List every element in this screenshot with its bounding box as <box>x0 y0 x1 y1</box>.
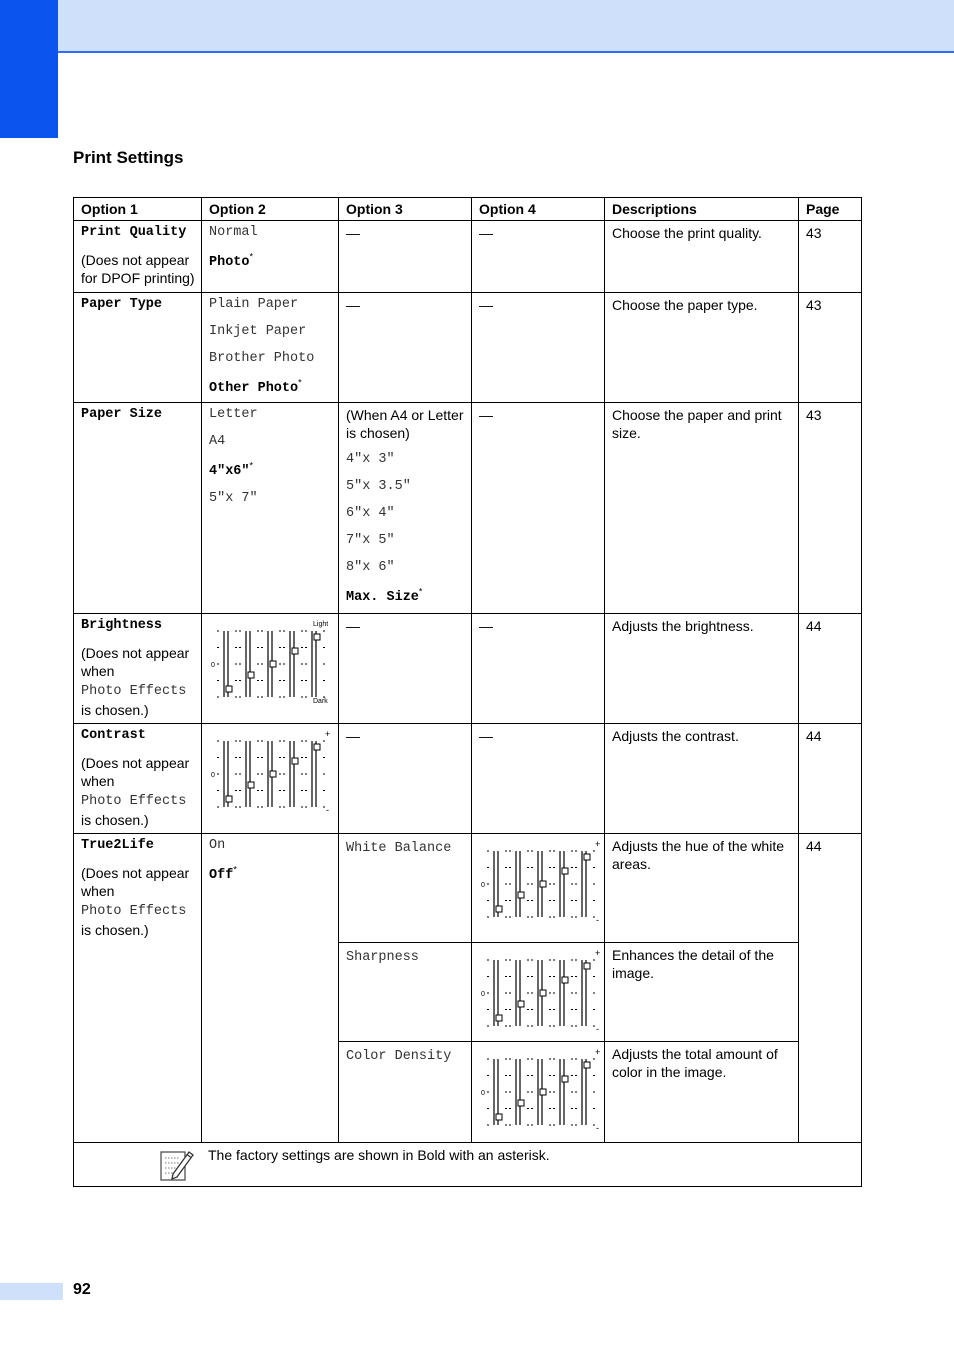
slider-top-label: + <box>595 948 601 958</box>
option-value: Brother Photo <box>209 351 315 366</box>
dash: — <box>479 728 493 744</box>
option1-cell <box>74 403 202 614</box>
setting-note: (Does not appear when Photo Effects is chosen.) <box>81 865 190 938</box>
option-value: Letter <box>209 407 258 422</box>
option4-cell <box>472 293 605 403</box>
slider-level-bar <box>575 960 595 1026</box>
note-cell <box>74 1143 862 1187</box>
contrast-slider-icon <box>209 729 332 815</box>
table-row <box>74 293 862 403</box>
option2-cell <box>202 834 339 1143</box>
page-cell: 44 <box>799 614 862 724</box>
option2-cell <box>202 221 339 293</box>
slider-bottom-label: - <box>596 1123 599 1133</box>
table-row <box>74 614 862 724</box>
option-value: A4 <box>209 434 226 449</box>
page-cell: 43 <box>799 293 862 403</box>
slider-zero-label: 0 <box>211 662 215 669</box>
setting-name: Paper Size <box>81 407 163 422</box>
option-value: Normal <box>209 225 258 240</box>
dash: — <box>346 618 360 634</box>
level-slider-graphic <box>479 839 603 925</box>
print-size: 5"x 3.5" <box>346 479 411 494</box>
level-slider-graphic <box>209 619 333 705</box>
option4-cell <box>472 221 605 293</box>
option2-cell <box>202 293 339 403</box>
option2-cell <box>202 614 339 724</box>
setting-name: Contrast <box>81 728 146 743</box>
slider-bottom-label: - <box>596 915 599 925</box>
table-row <box>74 724 862 834</box>
slider-level-bar <box>553 851 573 917</box>
header-option-2: Option 2 <box>202 198 339 221</box>
option3-cell <box>339 293 472 403</box>
header-option-4: Option 4 <box>472 198 605 221</box>
page-cell: 43 <box>799 221 862 293</box>
slider-top-label: + <box>595 1047 601 1057</box>
option1-cell <box>74 614 202 724</box>
print-size-default: Max. Size* <box>346 586 423 605</box>
slider-level-bar <box>239 631 259 697</box>
description-cell: Choose the print quality. <box>605 221 799 293</box>
description-cell: Adjusts the hue of the white areas. <box>605 834 799 943</box>
sub-setting-name: Sharpness <box>346 950 419 965</box>
print-size: 8"x 6" <box>346 560 395 575</box>
slider-level-bar <box>239 741 259 807</box>
option1-cell <box>74 834 202 1143</box>
slider-level-bar <box>261 631 281 697</box>
page-title: Print Settings <box>73 148 184 167</box>
slider-level-bar <box>531 1059 551 1125</box>
slider-level-bar <box>487 851 507 917</box>
description-cell: Adjusts the total amount of color in the image. <box>605 1042 799 1143</box>
description-cell: Enhances the detail of the image. <box>605 943 799 1042</box>
option3-intro: (When A4 or Letter is chosen) <box>346 407 464 441</box>
slider-level-bar <box>217 631 237 697</box>
level-slider-graphic <box>479 948 603 1034</box>
pencil-note-icon <box>159 1146 195 1186</box>
table-row <box>74 403 862 614</box>
option4-cell <box>472 403 605 614</box>
print-size: 4"x 3" <box>346 452 395 467</box>
page-cell: 44 <box>799 834 862 1143</box>
slider-level-bar <box>261 741 281 807</box>
slider-level-bar <box>531 960 551 1026</box>
level-slider-graphic <box>209 729 333 815</box>
dash: — <box>479 297 493 313</box>
slider-level-bar <box>305 741 325 807</box>
default-asterisk: * <box>249 460 254 471</box>
default-asterisk: * <box>418 586 423 597</box>
slider-level-bar <box>575 1059 595 1125</box>
header-descriptions: Descriptions <box>605 198 799 221</box>
description-cell: Choose the paper type. <box>605 293 799 403</box>
option4-cell <box>472 943 605 1042</box>
option-value-default: Off* <box>209 864 237 883</box>
slider-level-bar <box>509 960 529 1026</box>
dash: — <box>346 225 360 241</box>
slider-zero-label: 0 <box>481 991 485 998</box>
page-cell: 44 <box>799 724 862 834</box>
sharpness-slider-icon <box>479 948 601 1034</box>
option4-cell <box>472 614 605 724</box>
slider-level-bar <box>487 960 507 1026</box>
dash: — <box>346 297 360 313</box>
table-row <box>74 834 862 943</box>
note-text: The factory settings are shown in Bold with an asterisk. <box>208 1147 550 1163</box>
slider-level-bar <box>553 960 573 1026</box>
note-row <box>74 1143 862 1187</box>
option-value-default: 4"x6"* <box>209 460 254 479</box>
option4-cell <box>472 1042 605 1143</box>
dash: — <box>479 225 493 241</box>
slider-zero-label: 0 <box>481 1090 485 1097</box>
option3-cell <box>339 834 472 943</box>
option3-cell <box>339 724 472 834</box>
color-density-slider-icon <box>479 1047 601 1133</box>
header-band <box>58 0 954 53</box>
default-asterisk: * <box>298 377 302 388</box>
option2-cell <box>202 724 339 834</box>
description-cell: Adjusts the contrast. <box>605 724 799 834</box>
slider-level-bar <box>305 631 325 697</box>
description-cell: Adjusts the brightness. <box>605 614 799 724</box>
slider-level-bar <box>217 741 237 807</box>
option-value: 5"x 7" <box>209 491 258 506</box>
option4-cell <box>472 834 605 943</box>
option-value: Inkjet Paper <box>209 324 307 339</box>
slider-level-bar <box>509 851 529 917</box>
setting-name: Print Quality <box>81 225 187 240</box>
slider-level-bar <box>531 851 551 917</box>
option-value: On <box>209 838 226 853</box>
slider-level-bar <box>553 1059 573 1125</box>
setting-name: True2Life <box>81 838 154 853</box>
slider-level-bar <box>487 1059 507 1125</box>
default-asterisk: * <box>249 251 254 262</box>
settings-table <box>73 197 862 1187</box>
option1-cell <box>74 293 202 403</box>
option-value-default: Photo* <box>209 251 254 270</box>
option4-cell <box>472 724 605 834</box>
white-balance-slider-icon <box>479 839 601 925</box>
option2-cell <box>202 403 339 614</box>
option1-cell <box>74 221 202 293</box>
print-size: 7"x 5" <box>346 533 395 548</box>
slider-zero-label: 0 <box>481 882 485 889</box>
sub-setting-name: White Balance <box>346 841 452 856</box>
slider-top-label: Light <box>313 621 329 628</box>
slider-bottom-label: Dark <box>313 698 328 705</box>
setting-name: Brightness <box>81 618 163 633</box>
slider-level-bar <box>283 631 303 697</box>
dash: — <box>479 407 493 423</box>
setting-note: (Does not appear when Photo Effects is chosen.) <box>81 755 190 828</box>
slider-top-label: + <box>595 839 601 849</box>
default-asterisk: * <box>233 864 237 875</box>
option3-cell <box>339 614 472 724</box>
header-option-3: Option 3 <box>339 198 472 221</box>
description-cell: Choose the paper and print size. <box>605 403 799 614</box>
slider-level-bar <box>575 851 595 917</box>
setting-name: Paper Type <box>81 297 163 312</box>
option-value: Plain Paper <box>209 297 299 312</box>
page-number: 92 <box>73 1281 91 1298</box>
slider-top-label: + <box>325 729 331 739</box>
dash: — <box>479 618 493 634</box>
option-value-default: Other Photo* <box>209 377 302 396</box>
brightness-slider-icon <box>209 619 332 705</box>
header-option-1: Option 1 <box>74 198 202 221</box>
chapter-tab <box>0 0 58 138</box>
dash: — <box>346 728 360 744</box>
page-cell: 43 <box>799 403 862 614</box>
slider-bottom-label: - <box>326 805 329 815</box>
slider-zero-label: 0 <box>211 772 215 779</box>
option3-cell <box>339 1042 472 1143</box>
level-slider-graphic <box>479 1047 603 1133</box>
slider-level-bar <box>509 1059 529 1125</box>
table-header-row <box>74 198 862 221</box>
header-page: Page <box>799 198 862 221</box>
option3-cell <box>339 943 472 1042</box>
slider-bottom-label: - <box>596 1024 599 1034</box>
setting-note: (Does not appear when Photo Effects is chosen.) <box>81 645 190 718</box>
setting-note: (Does not appear for DPOF printing) <box>81 252 195 286</box>
slider-level-bar <box>283 741 303 807</box>
table-row <box>74 221 862 293</box>
footer-band <box>0 1283 63 1300</box>
option1-cell <box>74 724 202 834</box>
sub-setting-name: Color Density <box>346 1049 452 1064</box>
option3-cell <box>339 403 472 614</box>
option3-cell <box>339 221 472 293</box>
print-size: 6"x 4" <box>346 506 395 521</box>
